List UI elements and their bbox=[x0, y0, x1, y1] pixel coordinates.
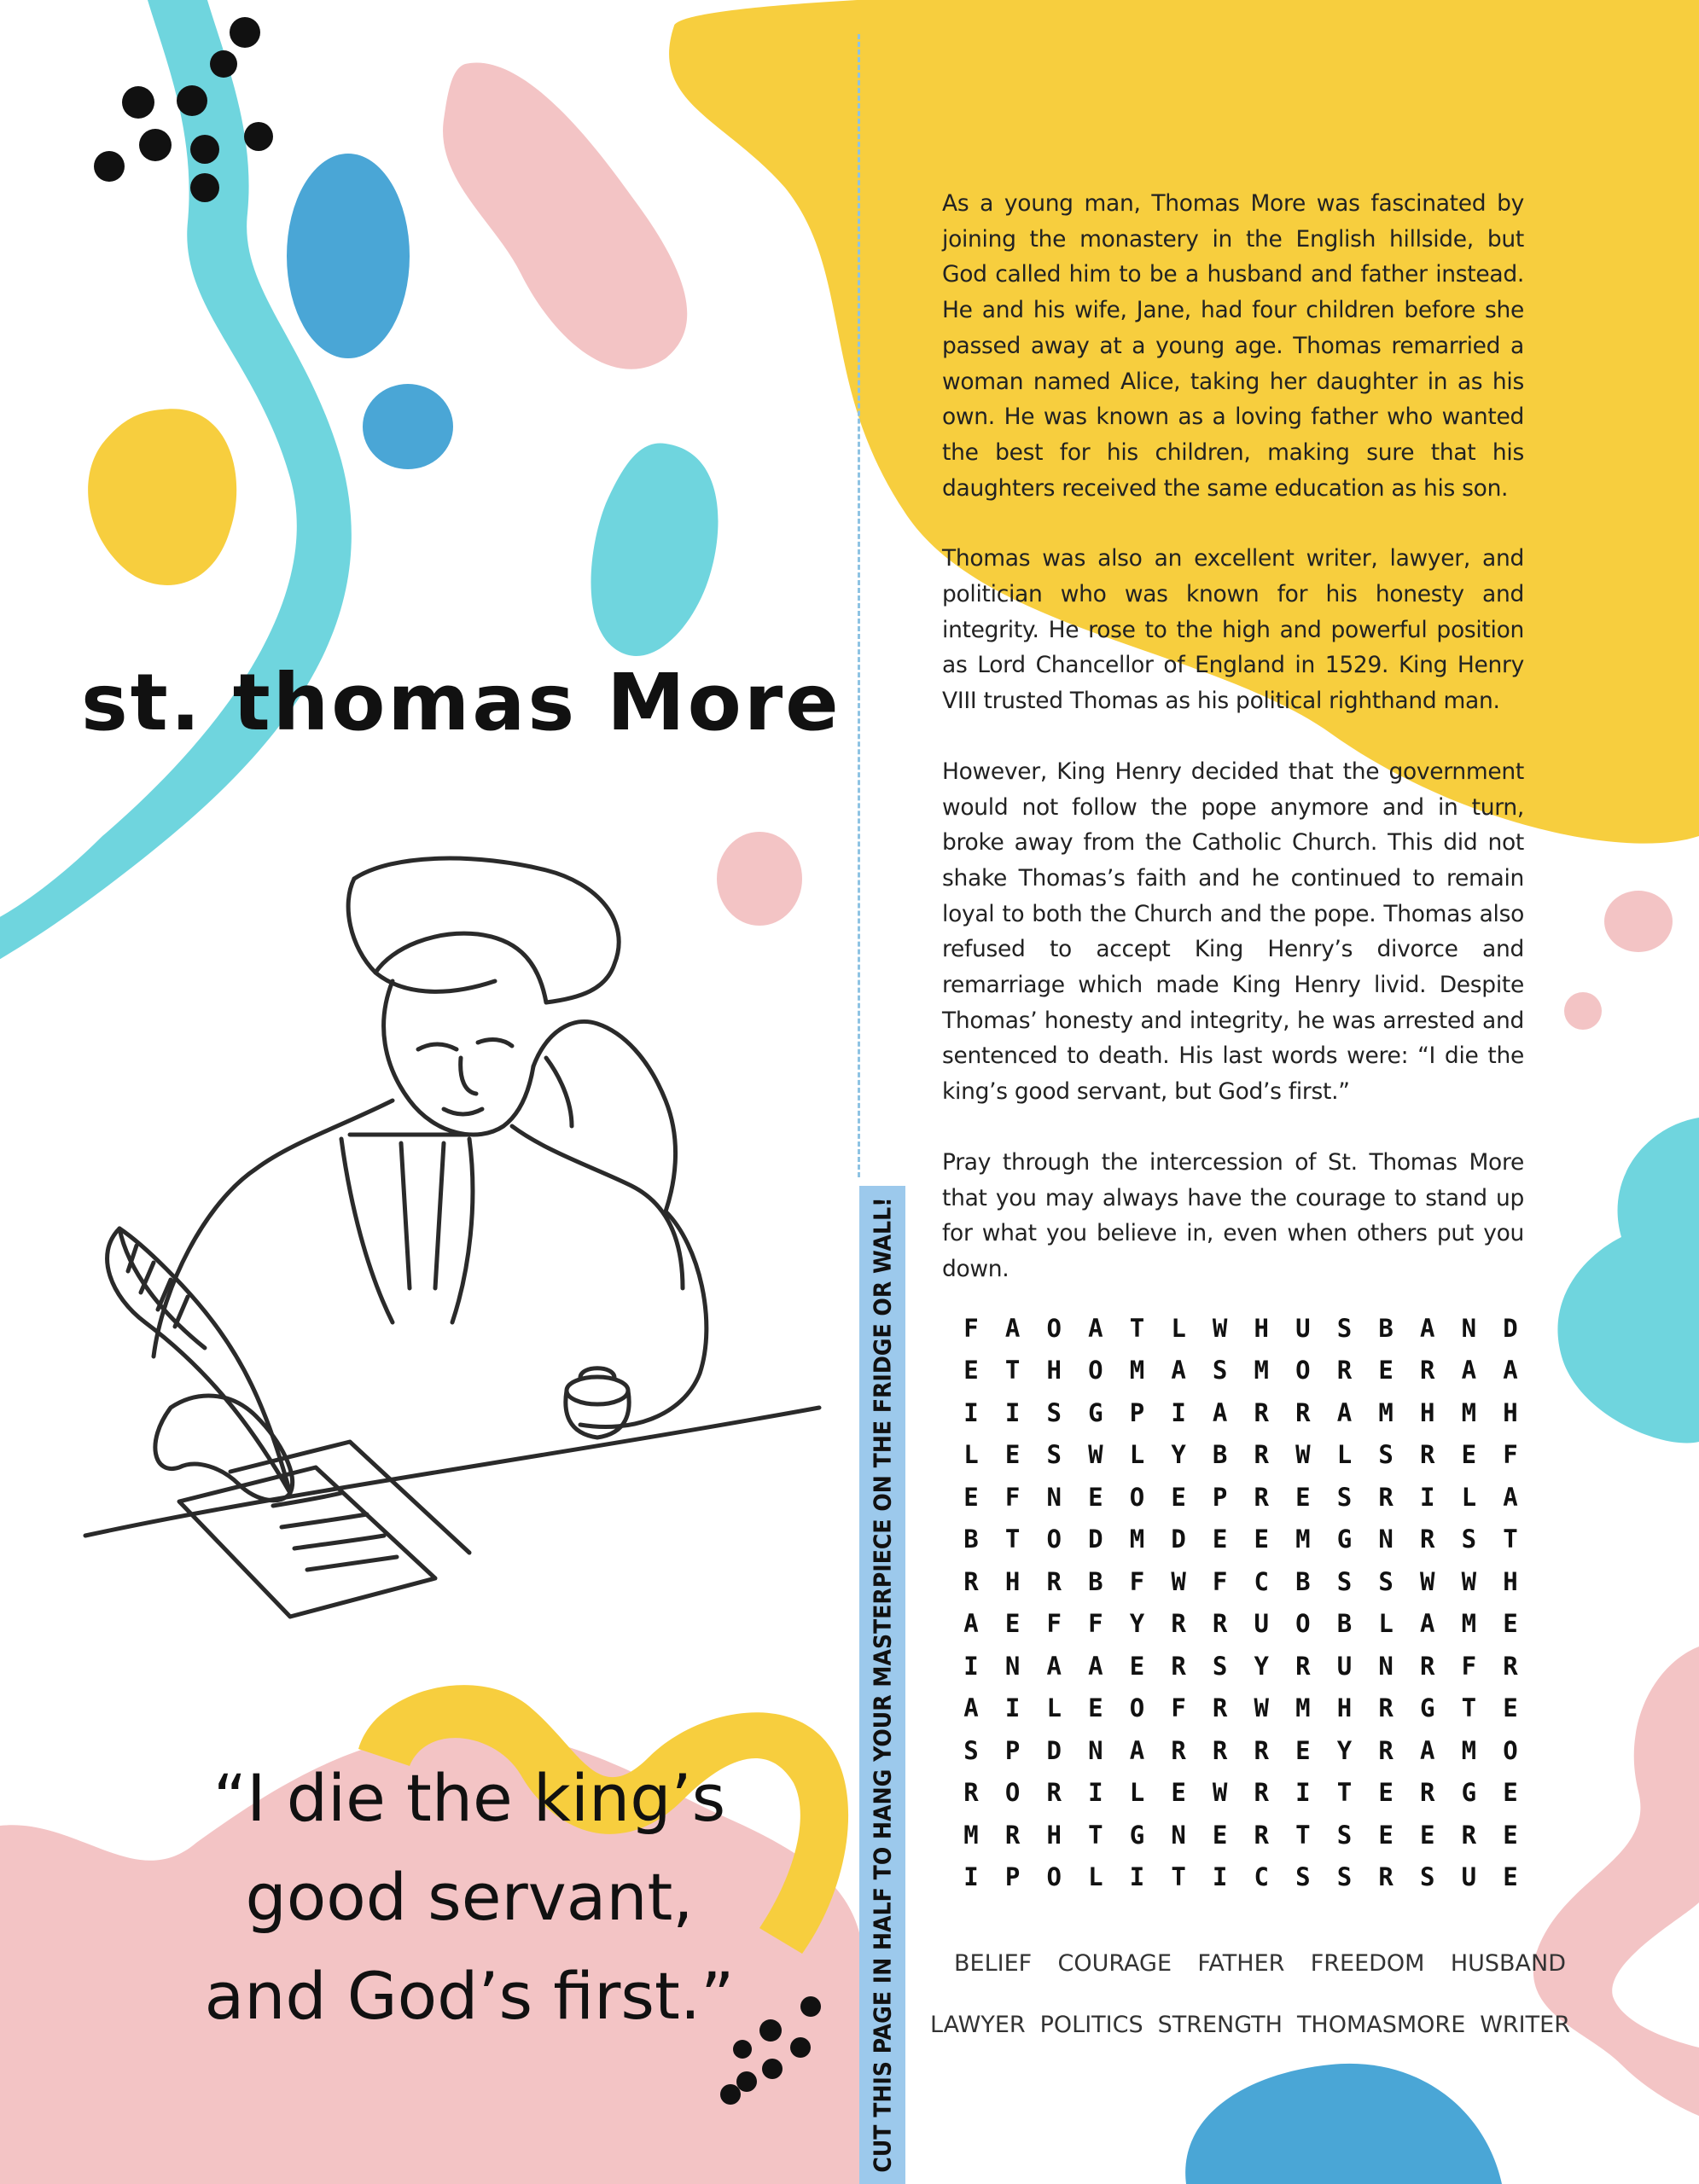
grid-letter: A bbox=[1171, 1356, 1186, 1385]
grid-letter: E bbox=[1171, 1482, 1186, 1512]
grid-letter: N bbox=[1046, 1482, 1062, 1512]
grid-letter: E bbox=[1461, 1440, 1477, 1470]
grid-letter: H bbox=[1254, 1313, 1269, 1343]
grid-row bbox=[952, 1856, 1529, 1899]
grid-letter: L bbox=[1046, 1693, 1062, 1723]
grid-letter: G bbox=[1336, 1525, 1353, 1554]
grid-letter: S bbox=[1212, 1651, 1228, 1681]
grid-letter: E bbox=[1295, 1482, 1311, 1512]
blue-blob-2 bbox=[363, 384, 453, 469]
grid-letter: R bbox=[1419, 1525, 1435, 1554]
grid-letter: O bbox=[1046, 1313, 1062, 1343]
grid-letter: H bbox=[1336, 1693, 1353, 1723]
grid-letter: H bbox=[1419, 1397, 1435, 1427]
grid-letter: I bbox=[1129, 1862, 1145, 1892]
grid-letter: L bbox=[1378, 1609, 1394, 1639]
grid-letter: A bbox=[1419, 1735, 1435, 1765]
grid-letter: H bbox=[1503, 1566, 1518, 1596]
word-search-grid bbox=[952, 1307, 1529, 1898]
grid-letter: S bbox=[1336, 1482, 1353, 1512]
grid-letter: I bbox=[1212, 1862, 1228, 1892]
grid-row bbox=[952, 1687, 1529, 1730]
pink-dot-2 bbox=[1604, 891, 1673, 952]
paragraph-4: Pray through the intercession of St. Thomas More that you may always have the courage to stand up for what you believe in, even when others put you down. bbox=[942, 1148, 1524, 1282]
grid-letter: R bbox=[1254, 1820, 1269, 1850]
grid-letter: L bbox=[963, 1440, 979, 1470]
saint-portrait-illustration bbox=[68, 845, 836, 1647]
grid-letter: I bbox=[1004, 1397, 1021, 1427]
grid-letter: E bbox=[1419, 1820, 1435, 1850]
grid-letter: S bbox=[1336, 1313, 1353, 1343]
grid-row bbox=[952, 1603, 1529, 1646]
grid-letter: R bbox=[1503, 1651, 1518, 1681]
grid-letter: W bbox=[1419, 1566, 1435, 1596]
grid-letter: D bbox=[1503, 1313, 1518, 1343]
grid-letter: R bbox=[1419, 1651, 1435, 1681]
grid-letter: S bbox=[1212, 1356, 1228, 1385]
grid-letter: A bbox=[963, 1609, 979, 1639]
grid-letter: S bbox=[1046, 1440, 1062, 1470]
grid-letter: R bbox=[1254, 1482, 1269, 1512]
quote-line-3: and God’s first.” bbox=[204, 1958, 735, 2034]
grid-letter: U bbox=[1336, 1651, 1353, 1681]
grid-letter: B bbox=[1212, 1440, 1228, 1470]
grid-letter: F bbox=[1212, 1566, 1228, 1596]
grid-letter: W bbox=[1212, 1313, 1228, 1343]
grid-letter: L bbox=[1336, 1440, 1353, 1470]
grid-letter: E bbox=[1129, 1651, 1145, 1681]
paragraph-1: As a young man, Thomas More was fascinated by joining the monastery in the English hillside, but God called him to be a husband and father instead. He and his wife, Jane, had four children before she passed away at a young age. Thomas remarried a woman named Alice, taking her daughter in as his own. He was known as a loving father who wanted the best for his children, making sure that his daughters received the same education as his son. bbox=[942, 190, 1524, 502]
grid-letter: G bbox=[1461, 1778, 1477, 1808]
grid-letter: E bbox=[1088, 1693, 1103, 1723]
grid-letter: O bbox=[1295, 1356, 1311, 1385]
word-list-item: THOMASMORE bbox=[1296, 2011, 1466, 2038]
grid-letter: M bbox=[1295, 1525, 1311, 1554]
grid-letter: O bbox=[1129, 1482, 1145, 1512]
grid-letter: E bbox=[1503, 1862, 1518, 1892]
grid-letter: E bbox=[1503, 1778, 1518, 1808]
grid-letter: L bbox=[1088, 1862, 1103, 1892]
grid-letter: M bbox=[1461, 1735, 1477, 1765]
grid-letter: I bbox=[963, 1862, 979, 1892]
grid-letter: R bbox=[1419, 1356, 1435, 1385]
grid-letter: R bbox=[1212, 1609, 1228, 1639]
grid-letter: C bbox=[1254, 1566, 1269, 1596]
grid-letter: R bbox=[1378, 1862, 1394, 1892]
grid-letter: T bbox=[1171, 1862, 1186, 1892]
biography-text bbox=[942, 186, 1524, 1322]
word-list-item: LAWYER bbox=[930, 2011, 1026, 2038]
cyan-blob-mid bbox=[591, 443, 719, 656]
grid-letter: I bbox=[963, 1397, 979, 1427]
blue-blob-bottom bbox=[1185, 2064, 1502, 2184]
page-title: st. thomas More bbox=[81, 657, 841, 748]
grid-letter: E bbox=[1503, 1820, 1518, 1850]
word-list-item: COURAGE bbox=[1057, 1949, 1172, 1977]
grid-letter: R bbox=[1378, 1482, 1394, 1512]
grid-letter: T bbox=[1336, 1778, 1353, 1808]
grid-letter: W bbox=[1212, 1778, 1228, 1808]
grid-letter: R bbox=[1171, 1609, 1186, 1639]
word-list-row-1 bbox=[930, 1932, 1570, 1994]
yellow-blob-left bbox=[88, 409, 236, 585]
saint-quote bbox=[128, 1749, 811, 2046]
grid-row bbox=[952, 1772, 1529, 1815]
grid-letter: R bbox=[1336, 1356, 1353, 1385]
grid-letter: S bbox=[1295, 1862, 1311, 1892]
grid-letter: Y bbox=[1336, 1735, 1353, 1765]
grid-letter: F bbox=[1129, 1566, 1145, 1596]
grid-letter: H bbox=[1004, 1566, 1021, 1596]
grid-letter: R bbox=[1004, 1820, 1021, 1850]
cut-line-dashed bbox=[858, 34, 862, 1177]
grid-letter: M bbox=[1295, 1693, 1311, 1723]
word-list-item: HUSBAND bbox=[1450, 1949, 1566, 1977]
grid-row bbox=[952, 1560, 1529, 1603]
grid-letter: R bbox=[1212, 1693, 1228, 1723]
grid-letter: R bbox=[963, 1778, 979, 1808]
grid-letter: R bbox=[1378, 1693, 1394, 1723]
grid-letter: W bbox=[1295, 1440, 1311, 1470]
grid-letter: E bbox=[1254, 1525, 1269, 1554]
grid-letter: N bbox=[1004, 1651, 1021, 1681]
grid-letter: F bbox=[1461, 1651, 1477, 1681]
grid-letter: O bbox=[1046, 1862, 1062, 1892]
grid-letter: T bbox=[1004, 1525, 1021, 1554]
grid-letter: G bbox=[1088, 1397, 1103, 1427]
grid-letter: P bbox=[1129, 1397, 1145, 1427]
grid-letter: R bbox=[1295, 1397, 1311, 1427]
grid-letter: O bbox=[1295, 1609, 1311, 1639]
grid-letter: M bbox=[1378, 1397, 1394, 1427]
word-list-item: FATHER bbox=[1197, 1949, 1285, 1977]
grid-letter: E bbox=[1004, 1609, 1021, 1639]
grid-letter: R bbox=[1295, 1651, 1311, 1681]
grid-letter: N bbox=[1088, 1735, 1103, 1765]
quote-line-1: “I die the king’s bbox=[212, 1760, 726, 1836]
grid-letter: P bbox=[1004, 1862, 1021, 1892]
grid-letter: L bbox=[1171, 1313, 1186, 1343]
grid-letter: T bbox=[1503, 1525, 1518, 1554]
word-list-item: BELIEF bbox=[954, 1949, 1033, 1977]
grid-letter: P bbox=[1212, 1482, 1228, 1512]
grid-letter: A bbox=[1419, 1313, 1435, 1343]
grid-letter: R bbox=[1254, 1440, 1269, 1470]
grid-letter: O bbox=[1129, 1693, 1145, 1723]
cut-instruction-bar bbox=[859, 1186, 905, 2184]
grid-letter: F bbox=[1503, 1440, 1518, 1470]
grid-letter: A bbox=[1129, 1735, 1145, 1765]
grid-letter: A bbox=[1419, 1609, 1435, 1639]
grid-letter: U bbox=[1295, 1313, 1311, 1343]
grid-letter: T bbox=[1088, 1820, 1103, 1850]
grid-letter: I bbox=[1419, 1482, 1435, 1512]
pink-blob-top bbox=[443, 62, 687, 369]
grid-letter: E bbox=[1088, 1482, 1103, 1512]
grid-letter: H bbox=[1046, 1820, 1062, 1850]
grid-letter: B bbox=[1088, 1566, 1103, 1596]
grid-letter: S bbox=[1336, 1566, 1353, 1596]
grid-letter: A bbox=[1212, 1397, 1228, 1427]
grid-letter: F bbox=[1088, 1609, 1103, 1639]
grid-letter: E bbox=[1004, 1440, 1021, 1470]
word-list-item: STRENGTH bbox=[1157, 2011, 1283, 2038]
grid-letter: R bbox=[1461, 1820, 1477, 1850]
grid-letter: R bbox=[1254, 1778, 1269, 1808]
grid-letter: C bbox=[1254, 1862, 1269, 1892]
word-list-row-2 bbox=[930, 1994, 1570, 2055]
grid-letter: E bbox=[1378, 1820, 1394, 1850]
grid-letter: B bbox=[1295, 1566, 1311, 1596]
grid-letter: U bbox=[1254, 1609, 1269, 1639]
paragraph-2: Thomas was also an excellent writer, lawyer, and politician who was known for his honesty and integrity. He rose to the high and powerful position as Lord Chancellor of England in 1529. King Henry VIII trusted Thomas as his political righthand man. bbox=[942, 545, 1524, 715]
grid-letter: Y bbox=[1171, 1440, 1186, 1470]
grid-letter: S bbox=[1419, 1862, 1435, 1892]
grid-letter: O bbox=[1503, 1735, 1518, 1765]
grid-letter: Y bbox=[1129, 1609, 1145, 1639]
grid-letter: E bbox=[1295, 1735, 1311, 1765]
grid-letter: E bbox=[1503, 1693, 1518, 1723]
grid-letter: Y bbox=[1254, 1651, 1269, 1681]
grid-letter: E bbox=[963, 1356, 979, 1385]
grid-letter: L bbox=[1461, 1482, 1477, 1512]
grid-letter: M bbox=[1461, 1609, 1477, 1639]
grid-letter: S bbox=[1378, 1440, 1394, 1470]
grid-letter: A bbox=[1088, 1313, 1103, 1343]
grid-letter: M bbox=[1254, 1356, 1269, 1385]
blue-blob-1 bbox=[287, 154, 410, 358]
grid-letter: R bbox=[1419, 1778, 1435, 1808]
grid-letter: I bbox=[1171, 1397, 1186, 1427]
grid-letter: R bbox=[1171, 1651, 1186, 1681]
grid-row bbox=[952, 1814, 1529, 1856]
quote-line-2: good servant, bbox=[245, 1859, 694, 1935]
grid-letter: H bbox=[1046, 1356, 1062, 1385]
grid-row bbox=[952, 1519, 1529, 1561]
cyan-blob-right bbox=[1557, 1118, 1699, 1443]
grid-letter: N bbox=[1378, 1651, 1394, 1681]
grid-letter: M bbox=[1129, 1356, 1145, 1385]
grid-letter: S bbox=[963, 1735, 979, 1765]
grid-letter: S bbox=[1461, 1525, 1477, 1554]
grid-letter: R bbox=[1419, 1440, 1435, 1470]
grid-letter: O bbox=[1088, 1356, 1103, 1385]
grid-letter: B bbox=[963, 1525, 979, 1554]
grid-letter: B bbox=[1336, 1609, 1353, 1639]
grid-letter: A bbox=[1004, 1313, 1021, 1343]
cut-instruction-text: CUT THIS PAGE IN HALF TO HANG YOUR MASTERPIECE ON THE FRIDGE OR WALL! bbox=[868, 1197, 897, 2173]
grid-letter: R bbox=[1171, 1735, 1186, 1765]
grid-letter: R bbox=[1378, 1735, 1394, 1765]
grid-letter: E bbox=[1212, 1820, 1228, 1850]
grid-letter: E bbox=[963, 1482, 979, 1512]
grid-letter: E bbox=[1378, 1778, 1394, 1808]
grid-letter: I bbox=[1295, 1778, 1311, 1808]
grid-row bbox=[952, 1729, 1529, 1772]
grid-letter: L bbox=[1129, 1778, 1145, 1808]
grid-letter: L bbox=[1129, 1440, 1145, 1470]
grid-letter: H bbox=[1503, 1397, 1518, 1427]
grid-letter: I bbox=[1088, 1778, 1103, 1808]
grid-letter: T bbox=[1461, 1693, 1477, 1723]
grid-letter: A bbox=[963, 1693, 979, 1723]
grid-letter: A bbox=[1088, 1651, 1103, 1681]
word-list bbox=[930, 1932, 1570, 2055]
grid-letter: S bbox=[1046, 1397, 1062, 1427]
grid-row bbox=[952, 1350, 1529, 1392]
grid-letter: T bbox=[1129, 1313, 1145, 1343]
grid-letter: F bbox=[1046, 1609, 1062, 1639]
grid-letter: A bbox=[1046, 1651, 1062, 1681]
grid-letter: R bbox=[1254, 1397, 1269, 1427]
pink-dot-3 bbox=[1564, 992, 1602, 1030]
grid-letter: E bbox=[1503, 1609, 1518, 1639]
grid-letter: O bbox=[1046, 1525, 1062, 1554]
grid-letter: R bbox=[1212, 1735, 1228, 1765]
grid-letter: W bbox=[1254, 1693, 1269, 1723]
grid-letter: G bbox=[1419, 1693, 1435, 1723]
grid-letter: A bbox=[1503, 1482, 1518, 1512]
grid-letter: U bbox=[1461, 1862, 1477, 1892]
grid-letter: N bbox=[1378, 1525, 1394, 1554]
grid-letter: R bbox=[963, 1566, 979, 1596]
grid-letter: B bbox=[1378, 1313, 1394, 1343]
grid-letter: N bbox=[1171, 1820, 1186, 1850]
grid-letter: F bbox=[1171, 1693, 1186, 1723]
grid-letter: D bbox=[1046, 1735, 1062, 1765]
grid-letter: A bbox=[1336, 1397, 1353, 1427]
grid-letter: M bbox=[1129, 1525, 1145, 1554]
word-list-item: FREEDOM bbox=[1310, 1949, 1425, 1977]
grid-letter: F bbox=[963, 1313, 979, 1343]
grid-letter: T bbox=[1004, 1356, 1021, 1385]
grid-letter: S bbox=[1336, 1862, 1353, 1892]
grid-letter: A bbox=[1503, 1356, 1518, 1385]
grid-row bbox=[952, 1307, 1529, 1350]
grid-letter: R bbox=[1046, 1778, 1062, 1808]
grid-letter: T bbox=[1295, 1820, 1311, 1850]
word-list-item: POLITICS bbox=[1039, 2011, 1143, 2038]
grid-letter: S bbox=[1336, 1820, 1353, 1850]
grid-letter: M bbox=[963, 1820, 979, 1850]
grid-letter: P bbox=[1004, 1735, 1021, 1765]
grid-letter: E bbox=[1378, 1356, 1394, 1385]
grid-letter: A bbox=[1461, 1356, 1477, 1385]
grid-letter: N bbox=[1461, 1313, 1477, 1343]
grid-row bbox=[952, 1391, 1529, 1434]
word-list-item: WRITER bbox=[1480, 2011, 1570, 2038]
grid-letter: O bbox=[1004, 1778, 1021, 1808]
grid-letter: R bbox=[1254, 1735, 1269, 1765]
grid-row bbox=[952, 1434, 1529, 1477]
grid-row bbox=[952, 1476, 1529, 1519]
paragraph-3: However, King Henry decided that the government would not follow the pope anymore and in turn, broke away from the Catholic Church. This did not shake Thomas’s faith and he continued to remain loyal to both the Church and the pope. Thomas also refused to accept King Henry’s divorce and remarriage which made King Henry livid. Despite Thomas’ honesty and integrity, he was arrested and sentenced to death. His last words were: “I die the king’s good servant, but God’s first.” bbox=[942, 758, 1524, 1106]
grid-letter: R bbox=[1046, 1566, 1062, 1596]
grid-letter: G bbox=[1129, 1820, 1145, 1850]
grid-letter: W bbox=[1171, 1566, 1186, 1596]
grid-row bbox=[952, 1645, 1529, 1687]
grid-letter: D bbox=[1171, 1525, 1186, 1554]
grid-letter: W bbox=[1088, 1440, 1103, 1470]
grid-letter: E bbox=[1212, 1525, 1228, 1554]
grid-letter: F bbox=[1004, 1482, 1021, 1512]
grid-letter: M bbox=[1461, 1397, 1477, 1427]
grid-letter: S bbox=[1378, 1566, 1394, 1596]
grid-letter: W bbox=[1461, 1566, 1477, 1596]
grid-letter: E bbox=[1171, 1778, 1186, 1808]
grid-letter: I bbox=[963, 1651, 979, 1681]
grid-letter: D bbox=[1088, 1525, 1103, 1554]
grid-letter: I bbox=[1004, 1693, 1021, 1723]
